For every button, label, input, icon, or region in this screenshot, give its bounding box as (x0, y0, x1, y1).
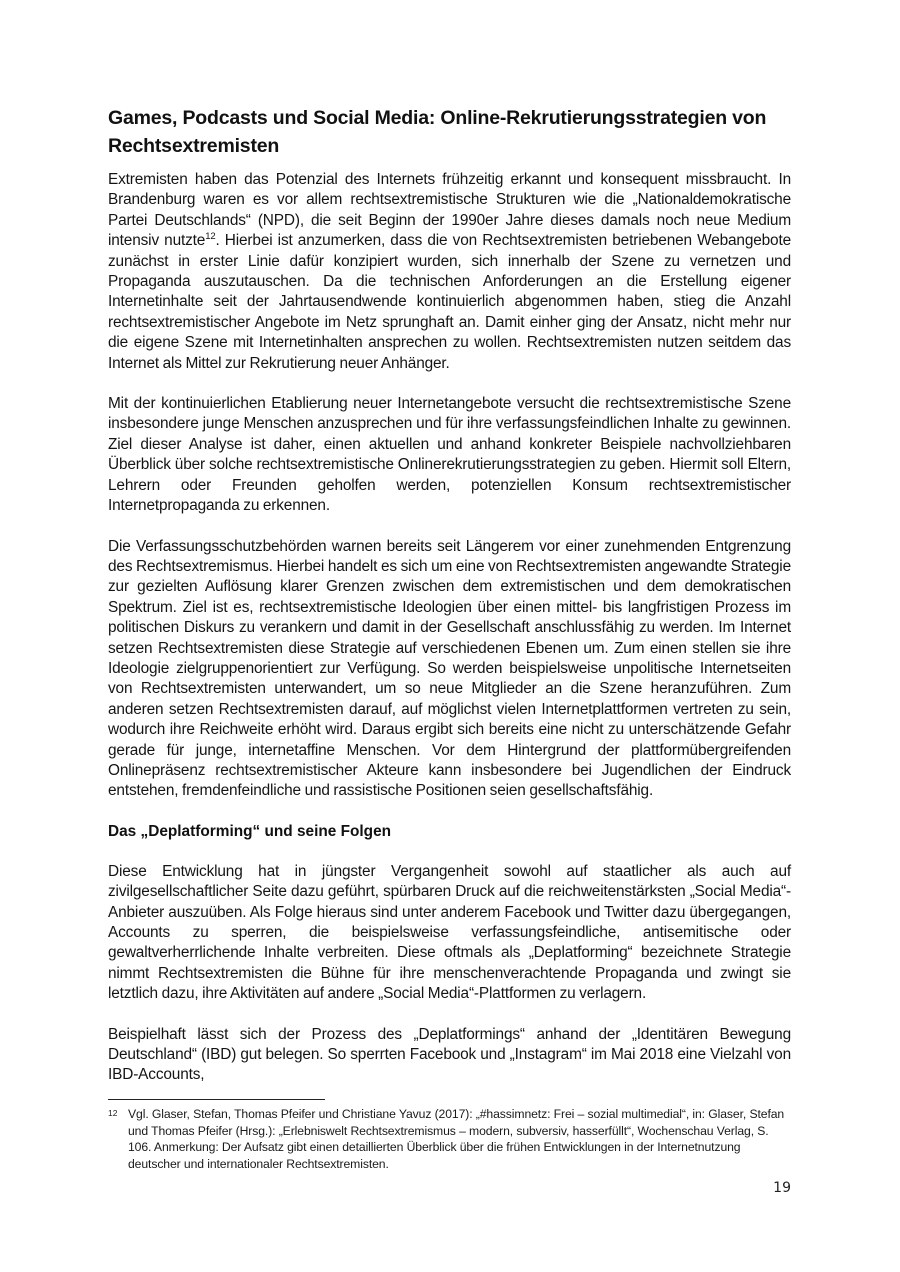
paragraph-deplatforming: Diese Entwicklung hat in jüngster Vergangenheit sowohl auf staatlicher als auch auf zivilgesellschaftlicher Seite dazu geführt, spürbaren Druck auf die reichweitenstärksten „Social Media“-Anbieter auszuüben. Als Folge hieraus sind unter anderem Facebook und Twitter dazu übergegangen, Accounts zu sperren, die beispielsweise verfassungsfeindliche, antisemitische oder gewaltverherrlichende Inhalte verbreiten. Diese oftmals als „Deplatforming“ bezeichnete Strategie nimmt Rechtsextremisten die Bühne für ihre menschenverachtende Propaganda und zwingt sie letztlich dazu, ihre Aktivitäten auf andere „Social Media“-Plattformen zu verlagern. (108, 862, 791, 1003)
page-content (108, 104, 791, 1106)
paragraph-ibd-example: Beispielhaft lässt sich der Prozess des „Deplatformings“ anhand der „Identitären Bewegung Deutschland“ (IBD) gut belegen. So sperrten Facebook und „Instagram“ im Mai 2018 eine Vielzahl von IBD-Accounts, (108, 1025, 791, 1084)
paragraph-intro-text-b: . Hierbei ist anzumerken, dass die von Rechtsextremisten betriebenen Webangebote zunächst in erster Linie dafür konzipiert wurden, sich innerhalb der Szene zu vernetzen und Propaganda auszutauschen. Da die technischen Anforderungen an die Erstellung eigener Internetinhalte seit der Jahrtausendwende kontinuierlich abgenommen haben, stieg die Anzahl rechtsextremistischer Angebote im Netz sprunghaft an. Damit einher ging der Ansatz, nicht mehr nur die eigene Szene mit Internetinhalten ansprechen zu wollen. Rechtsextremisten nutzen seitdem das Internet als Mittel zur Rekrutierung neuer Anhänger. (108, 232, 792, 372)
paragraph-intro (108, 170, 791, 374)
section-title: Games, Podcasts und Social Media: Online-Rekrutierungsstrategien von Rechtsextremisten (108, 107, 767, 157)
footnote-divider (108, 1099, 325, 1100)
footnote (108, 1106, 791, 1172)
subsection-title: Das „Deplatforming“ und seine Folgen (108, 822, 392, 840)
paragraph-intro-text-a: Extremisten haben das Potenzial des Internets frühzeitig erkannt und konsequent missbraucht. In Brandenburg waren es vor allem rechtsextremistische Strukturen wie die „Nationaldemokratische Partei Deutschlands“ (NPD), die seit Beginn der 1990er Jahre dieses damals noch neue Medium intensiv nutzte (108, 171, 791, 250)
paragraph-entgrenzung: Die Verfassungsschutzbehörden warnen bereits seit Längerem vor einer zunehmenden Entgrenzung des Rechtsextremismus. Hierbei handelt es sich um eine von Rechtsextremisten angewandte Strategie zur gezielten Auflösung klarer Grenzen zwischen dem extremistischen und dem demokratischen Spektrum. Ziel ist es, rechtsextremistische Ideologien über einen mittel- bis langfristigen Prozess im politischen Diskurs zu verankern und damit in der Gesellschaft anschlussfähig zu werden. Im Internet setzen Rechtsextremisten diese Strategie auf verschiedenen Ebenen um. Zum einen stellen sie ihre Ideologie zielgruppenorientiert zur Verfügung. So werden beispielsweise unpolitische Internetseiten von Rechtsextremisten unterwandert, um so neue Mitglieder an die Szene heranzuführen. Zum anderen setzen Rechtsextremisten darauf, auf möglichst vielen Internetplattformen vertreten zu sein, wodurch ihre Reichweite erhöht wird. Daraus ergibt sich bereits eine nicht zu unterschätzende Gefahr gerade für junge, internetaffine Menschen. Vor dem Hintergrund der plattformübergreifenden Onlinepräsenz rechtsextremistischer Akteure kann insbesondere bei Jugendlichen der Eindruck entstehen, fremdenfeindliche und rassistische Positionen seien gesellschaftsfähig. (108, 537, 791, 800)
paragraph-goal: Mit der kontinuierlichen Etablierung neuer Internetangebote versucht die rechtsextremistische Szene insbesondere junge Menschen anzusprechen und für ihre verfassungsfeindlichen Inhalte zu gewinnen. Ziel dieser Analyse ist daher, einen aktuellen und anhand konkreter Beispiele nachvollziehbaren Überblick über solche rechtsextremistische Onlinerekrutierungsstrategien zu geben. Hiermit soll Eltern, Lehrern oder Freunden geholfen werden, potenziellen Konsum rechtsextremistischer Internetpropaganda zu erkennen. (108, 395, 791, 515)
footnote-reference[interactable]: 12 (205, 231, 216, 243)
footnote-text: Vgl. Glaser, Stefan, Thomas Pfeifer und Christiane Yavuz (2017): „#hassimnetz: Frei – sozial multimedial“, in: Glaser, Stefan und Thomas Pfeifer (Hrsg.): „Erlebniswelt Rechtsextremismus – modern, subversiv, hasserfüllt“, Wochenschau Verlag, S. 106. Anmerkung: Der Aufsatz gibt einen detaillierten Überblick über die frühen Entwicklungen in der Internetnutzung deutscher und internationaler Rechtsextremisten. (128, 1107, 785, 1171)
page-number: 19 (773, 1180, 791, 1196)
footnote-number: 12 (108, 1108, 118, 1118)
